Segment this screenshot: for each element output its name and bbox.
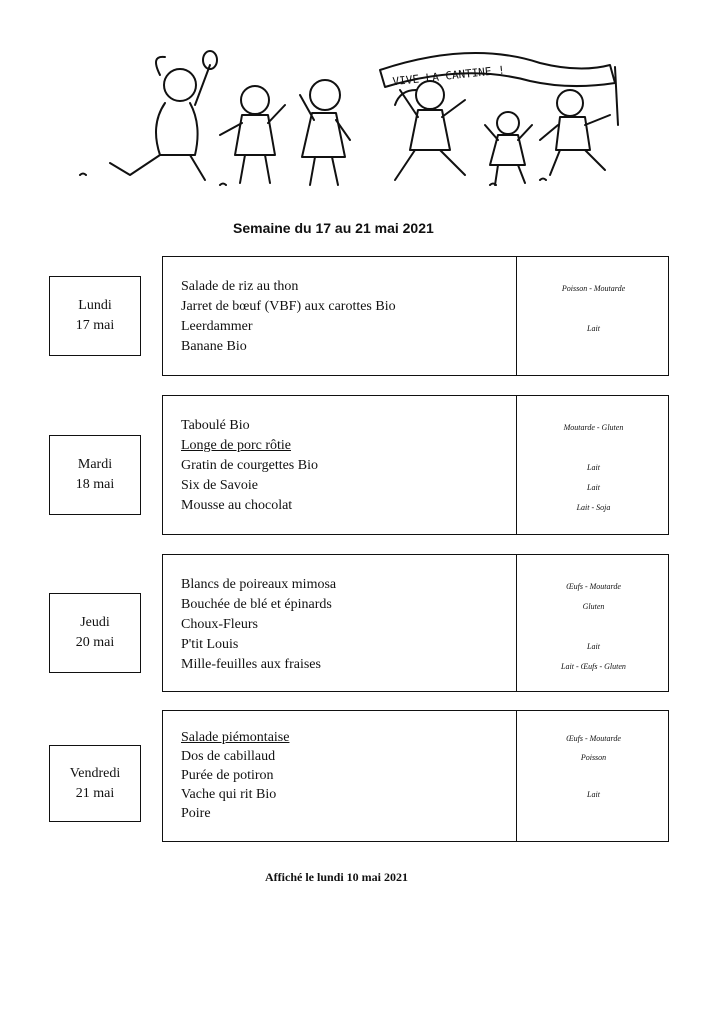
banner-text: VIVE LA CANTINE ! [392,63,506,89]
dish: Banane Bio [181,339,247,354]
dish: Choux-Fleurs [181,617,258,632]
dish: Dos de cabillaud [181,749,276,764]
day-name: Lundi [78,298,112,313]
dish: Blancs de poireaux mimosa [181,577,337,592]
dish: Purée de potiron [181,768,274,783]
day-date: 21 mai [75,785,115,801]
dish: Six de Savoie [181,478,258,493]
dish: Salade piémontaise [181,730,290,745]
dish: Vache qui rit Bio [181,787,277,802]
menu-box-vendredi [162,710,669,842]
allergen: Lait - Soja [576,503,611,512]
allergen: Poisson [580,753,607,762]
day-name: Jeudi [80,615,110,630]
dish: Jarret de bœuf (VBF) aux carottes Bio [181,299,396,314]
dish: Bouchée de blé et épinards [181,597,332,612]
allergen: Moutarde - Gluten [563,423,624,432]
dish: Leerdammer [181,319,253,334]
posted-date: Affiché le lundi 10 mai 2021 [265,870,408,884]
allergen: Œufs - Moutarde [566,582,621,591]
cantine-illustration [70,45,640,195]
day-date: 20 mai [75,635,115,650]
column-divider [516,711,517,841]
allergen: Lait [587,463,600,472]
menu-box-mardi [162,395,669,535]
week-title: Semaine du 17 au 21 mai 2021 [233,220,434,236]
dish: Salade de riz au thon [181,279,299,294]
day-box-lundi [49,276,141,356]
column-divider [516,257,517,375]
dish: Gratin de courgettes Bio [181,458,318,473]
dish: Taboulé Bio [181,418,250,433]
day-box-vendredi [49,745,141,822]
allergen: Lait - Œufs - Gluten [561,662,626,671]
day-box-mardi [49,435,141,515]
dish: Longe de porc rôtie [181,438,292,453]
allergen: Lait [587,324,600,333]
day-date: 18 mai [75,477,115,492]
allergen: Lait [587,483,600,492]
menu-box-jeudi [162,554,669,692]
menu-box-lundi [162,256,669,376]
allergen: Gluten [582,602,605,611]
day-name: Mardi [77,457,113,472]
allergen: Lait [587,642,600,651]
dish: P'tit Louis [181,637,239,652]
dish: Mousse au chocolat [181,498,293,513]
day-date: 17 mai [75,318,115,333]
day-name: Vendredi [69,765,121,781]
allergen: Lait [587,790,600,799]
dish: Mille-feuilles aux fraises [181,657,321,672]
day-box-jeudi [49,593,141,673]
allergen: Œufs - Moutarde [566,734,621,743]
allergen: Poisson - Moutarde [561,284,626,293]
dish: Poire [181,806,211,821]
